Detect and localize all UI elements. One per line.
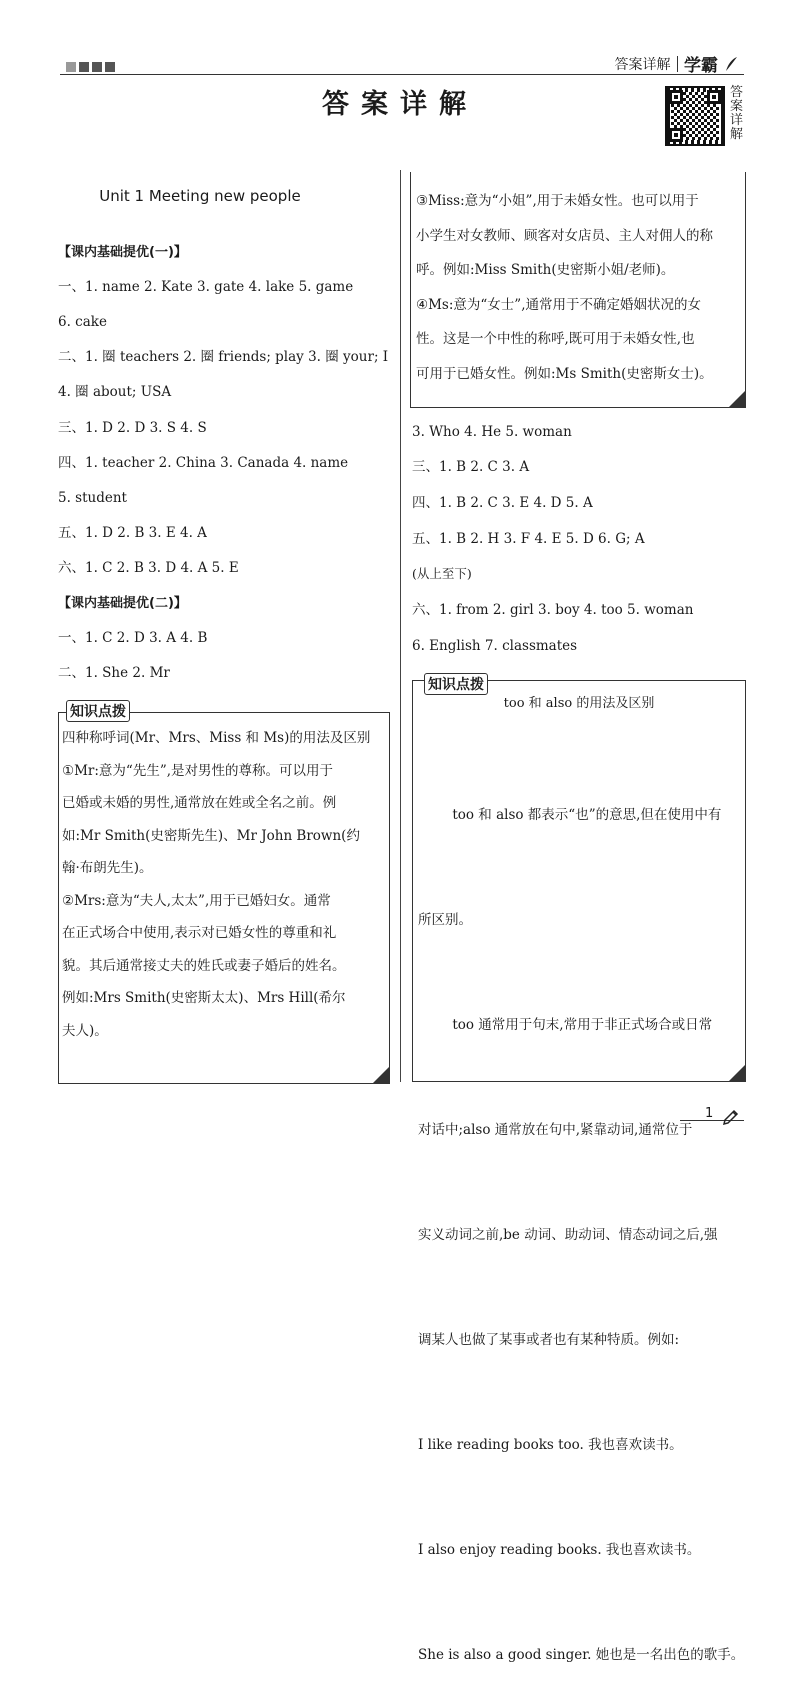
tip-line: She is also a good singer. 她也是一名出色的歌手。 [418,1647,745,1663]
tip-line: 貌。其后通常接丈夫的姓氏或妻子婚后的姓名。 [62,957,346,974]
column-divider [400,170,401,1082]
brand-logo: 学霸 [684,56,718,76]
tip-line: 呼。例如:Miss Smith(史密斯小姐/老师)。 [416,262,675,278]
page-fold-icon [728,390,746,408]
answer-line: 一、1. name 2. Kate 3. gate 4. lake 5. game [58,279,354,295]
tip-line: 已婚或未婚的男性,通常放在姓或全名之前。例 [62,795,337,811]
tip-line: 例如:Mrs Smith(史密斯太太)、Mrs Hill(希尔 [62,990,346,1006]
tip-line: ②Mrs:意为“夫人,太太”,用于已婚妇女。通常 [62,892,331,909]
header-divider [677,56,679,72]
answer-line: 五、1. D 2. B 3. E 4. A [58,525,207,541]
answer-line: 四、1. teacher 2. China 3. Canada 4. name [58,455,349,471]
tip-line: too 通常用于句末,常用于非正式场合或日常 [418,1017,713,1033]
answer-line: 六、1. C 2. B 3. D 4. A 5. E [58,560,239,576]
tip-line: 小学生对女教师、顾客对女店员、主人对佣人的称 [416,227,713,244]
tip-line: I also enjoy reading books. 我也喜欢读书。 [418,1542,701,1558]
qr-label: 答案详解 [730,85,744,142]
page-number: 1 [705,1106,714,1121]
tip-text-right-top [416,184,742,391]
answer-line: 3. Who 4. He 5. woman [412,424,572,440]
answer-line: 二、1. 圈 teachers 2. 圈 friends; play 3. 圈 your; I [58,349,389,365]
answer-line: 4. 圈 about; USA [58,384,172,400]
tip-line: 夫人)。 [62,1022,108,1039]
tip-line: ①Mr:意为“先生”,是对男性的尊称。可以用于 [62,762,334,779]
tip-tag: 知识点拨 [66,700,130,722]
answer-line: 6. English 7. classmates [412,638,578,654]
tip-tag: 知识点拨 [424,673,488,695]
answer-line: 六、1. from 2. girl 3. boy 4. too 5. woman [412,602,694,618]
tip-line: 对话中;also 通常放在句中,紧靠动词,通常位于 [418,1122,693,1138]
section-heading-2: 【课内基础提优(二)】 [58,596,187,611]
answer-line: 6. cake [58,314,107,330]
tip-line: 在正式场合中使用,表示对已婚女性的尊重和礼 [62,925,337,941]
pencil-icon [722,1108,740,1126]
header-right [615,51,739,76]
answer-line: 三、1. B 2. C 3. A [412,459,530,475]
tip-line: I like reading books too. 我也喜欢读书。 [418,1437,683,1453]
tip-text-right [418,728,744,1708]
page-title: 答案详解 [322,89,478,120]
tip-line: 可用于已婚女性。例如:Ms Smith(史密斯女士)。 [416,365,713,382]
qr-code-icon[interactable] [665,86,725,146]
tip-line: 所区别。 [418,912,472,928]
tip-line: 四种称呼词(Mr、Mrs、Miss 和 Ms)的用法及区别 [62,730,371,746]
answer-note: (从上至下) [412,566,472,581]
tip-line: 如:Mr Smith(史密斯先生)、Mr John Brown(约 [62,827,360,844]
unit-title: Unit 1 Meeting new people [99,187,301,205]
tip-line: 性。这是一个中性的称呼,既可用于未婚女性,也 [416,331,695,347]
answer-line: 5. student [58,490,127,506]
answer-line: 五、1. B 2. H 3. F 4. E 5. D 6. G; A [412,531,645,547]
tip-title: too 和 also 的用法及区别 [503,696,655,711]
brand-feather-icon [724,56,738,72]
tip-text-left [62,722,386,1047]
section-heading-1: 【课内基础提优(一)】 [58,245,187,260]
page-fold-icon [372,1066,390,1084]
header-decoration [66,62,115,72]
tip-line: ④Ms:意为“女士”,通常用于不确定婚姻状况的女 [416,296,701,313]
header-label: 答案详解 [614,56,671,73]
answer-line: 一、1. C 2. D 3. A 4. B [58,630,208,646]
tip-line: ③Miss:意为“小姐”,用于未婚女性。也可以用于 [416,193,699,209]
answer-line: 四、1. B 2. C 3. E 4. D 5. A [412,495,593,511]
tip-line: 调某人也做了某事或者也有某种特质。例如: [418,1332,680,1348]
answer-line: 二、1. She 2. Mr [58,665,170,681]
tip-line: 翰·布朗先生)。 [62,860,153,876]
tip-line: too 和 also 都表示“也”的意思,但在使用中有 [418,807,722,823]
tip-line: 实义动词之前,be 动词、助动词、情态动词之后,强 [418,1227,718,1243]
answer-line: 三、1. D 2. D 3. S 4. S [58,420,207,436]
